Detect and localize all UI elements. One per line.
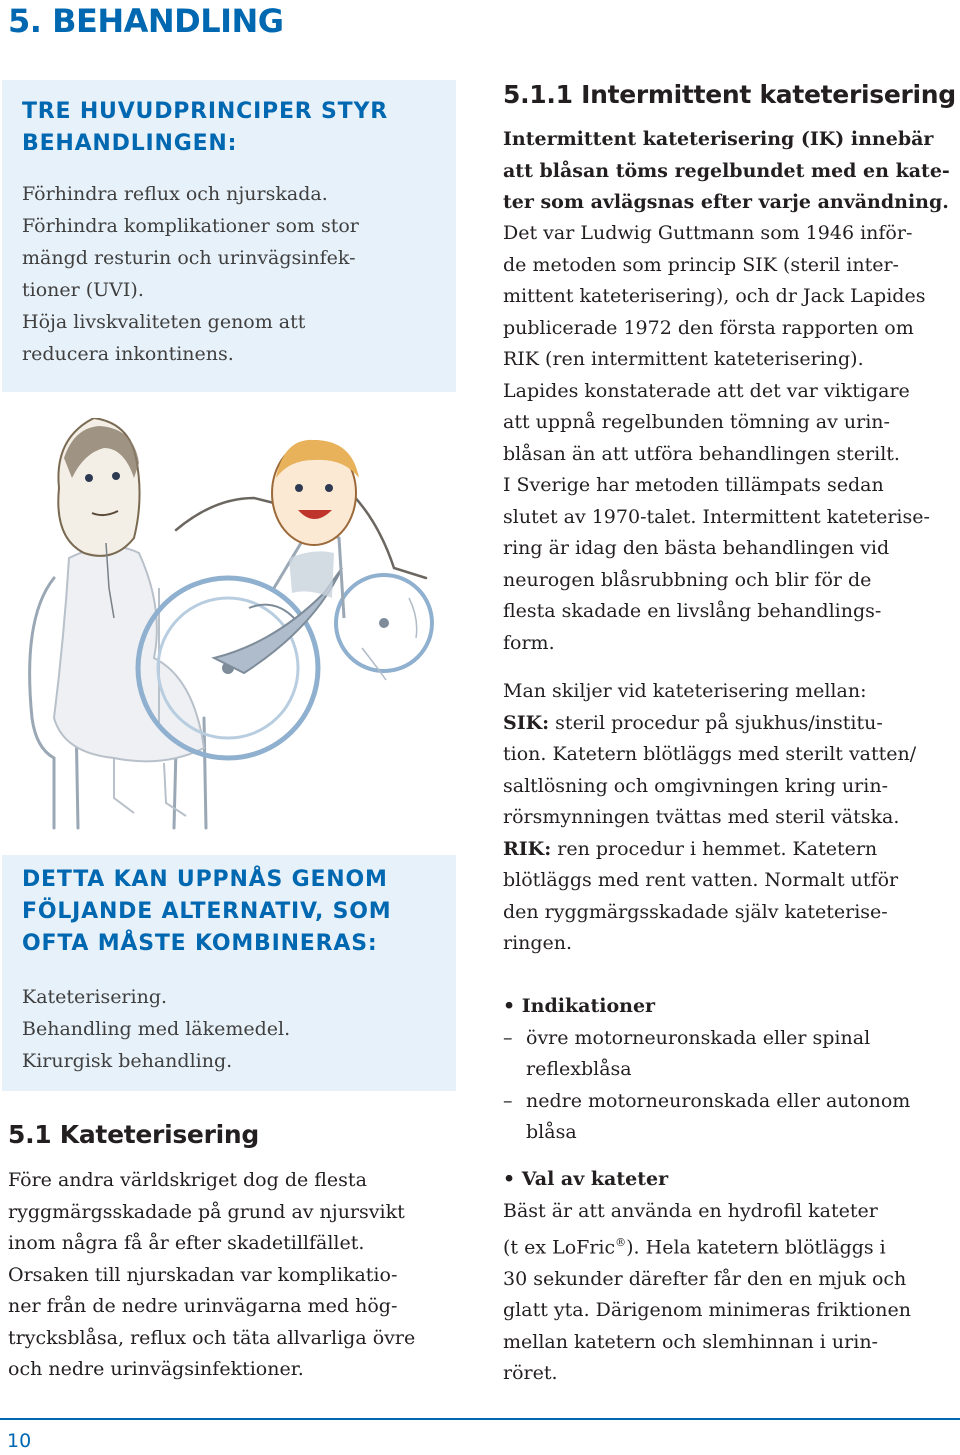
text-line: Intermittent kateterisering (IK) innebär <box>503 128 934 150</box>
text-line: Lapides konstaterade att det var viktigare <box>503 379 910 402</box>
list-item <box>503 1023 959 1086</box>
text-span: reflexblåsa <box>526 1058 632 1080</box>
bullet-title-text: Indikationer <box>521 995 656 1017</box>
list-item: tioner (UVI). <box>22 279 144 301</box>
alternatives-box <box>2 855 456 1091</box>
section-heading-5-1: 5.1 Kateterisering <box>8 1120 259 1149</box>
chapter-title: 5. BEHANDLING <box>8 2 284 40</box>
text-line: ringen. <box>503 932 573 954</box>
page-number: 10 <box>7 1430 32 1452</box>
indications-list <box>503 1023 959 1149</box>
text-line: Före andra världskriget dog de flesta <box>8 1169 367 1191</box>
text-span: steril procedur på sjukhus/institu- <box>549 711 883 734</box>
footer-divider <box>0 1418 960 1420</box>
alternatives-list <box>22 981 436 1077</box>
text-line: 30 sekunder därefter får den en mjuk och <box>503 1267 907 1290</box>
alternatives-box-heading <box>22 855 436 960</box>
catheterization-types <box>503 676 959 960</box>
text-line: Det var Ludwig Guttmann som 1946 inför- <box>503 222 913 244</box>
text-span: (t ex LoFric <box>503 1236 616 1259</box>
text-line: rörsmynningen tvättas med steril vätska. <box>503 806 900 828</box>
text-line: blåsan än att utföra behandlingen sterilt. <box>503 442 900 465</box>
list-item: Behandling med läkemedel. <box>22 1018 291 1040</box>
list-item-text <box>526 1086 910 1149</box>
text-line: trycksblåsa, reflux och täta allvarliga övre <box>8 1326 416 1349</box>
indications-block <box>503 991 959 1149</box>
text-span: blåsa <box>526 1121 577 1143</box>
dash-icon: – <box>503 1026 513 1049</box>
text-line: publicerade 1972 den första rapporten om <box>503 316 914 339</box>
text-line: Man skiljer vid kateterisering mellan: <box>503 680 867 702</box>
section-5-1-1-intro <box>503 124 959 219</box>
principles-box <box>2 80 456 392</box>
list-item-text <box>526 1023 870 1086</box>
list-item: Förhindra komplikationer som stor <box>22 215 359 237</box>
section-heading-5-1-1: 5.1.1 Intermittent kateterisering <box>503 80 956 109</box>
principles-box-heading <box>22 80 436 160</box>
text-line: att uppnå regelbunden tömning av urin- <box>503 411 890 433</box>
text-line: blötläggs med rent vatten. Normalt utför <box>503 869 899 891</box>
text-span: ). Hela katetern blötläggs i <box>626 1236 886 1259</box>
text-line: I Sverige har metoden tillämpats sedan <box>503 474 884 496</box>
text-line: glatt yta. Därigenom minimeras friktionen <box>503 1299 911 1322</box>
section-5-1-body <box>8 1165 458 1386</box>
text-line: att blåsan töms regelbundet med en kate- <box>503 159 950 182</box>
text-line: saltlösning och omgivningen kring urin- <box>503 774 888 797</box>
list-item: Höja livskvaliteten genom att <box>22 311 306 333</box>
heading-line: TRE HUVUDPRINCIPER STYR <box>22 99 388 124</box>
text-line: ner från de nedre urinvägarna med hög- <box>8 1295 398 1317</box>
text-line: mellan katetern och slemhinnan i urin- <box>503 1330 878 1353</box>
heading-line: BEHANDLINGEN: <box>22 131 238 156</box>
text-line: Bäst är att använda en hydrofil kateter <box>503 1199 878 1222</box>
text-line: mittent kateterisering), och dr Jack Lapides <box>503 285 926 307</box>
text-span: nedre motorneuronskada eller autonom <box>526 1089 911 1112</box>
list-item <box>503 1086 959 1149</box>
bullet-icon: • <box>503 1168 516 1190</box>
heading-line: FÖLJANDE ALTERNATIV, SOM <box>22 899 392 924</box>
text-line: form. <box>503 631 555 654</box>
list-item: reducera inkontinens. <box>22 343 234 365</box>
list-item: Kirurgisk behandling. <box>22 1050 233 1072</box>
catheter-choice-title <box>503 1164 959 1196</box>
text-line: slutet av 1970-talet. Intermittent kateterise- <box>503 505 930 528</box>
indications-title <box>503 991 959 1023</box>
list-item: Kateterisering. <box>22 986 168 1008</box>
text-line: RIK (ren intermittent kateterisering). <box>503 348 864 370</box>
list-item: mängd resturin och urinvägsinfek- <box>22 247 356 269</box>
text-line: ryggmärgsskadade på grund av njursvikt <box>8 1200 405 1223</box>
text-line: och nedre urinvägsinfektioner. <box>8 1358 304 1380</box>
text-line: Orsaken till njurskadan var komplikatio- <box>8 1263 398 1286</box>
text-line: neurogen blåsrubbning och blir för de <box>503 568 872 591</box>
bullet-title-text: Val av kateter <box>521 1168 669 1190</box>
sik-definition <box>503 708 959 740</box>
rik-label: RIK: <box>503 837 552 860</box>
registered-mark: ® <box>615 1236 627 1249</box>
text-line: de metoden som princip SIK (steril inter- <box>503 253 899 276</box>
text-span: ren procedur i hemmet. Katetern <box>551 837 878 860</box>
catheter-choice-block <box>503 1164 959 1390</box>
text-line: flesta skadade en livslång behandlings- <box>503 600 882 622</box>
text-line <box>503 1227 959 1264</box>
text-line: den ryggmärgsskadade själv kateterise- <box>503 900 888 923</box>
text-line: tion. Katetern blötläggs med sterilt vatten/ <box>503 743 917 765</box>
heading-line: OFTA MÅSTE KOMBINERAS: <box>22 931 378 956</box>
list-item: Förhindra reflux och njurskada. <box>22 183 328 205</box>
text-line: röret. <box>503 1362 558 1385</box>
section-5-1-1-body <box>503 218 959 659</box>
text-line: ter som avlägsnas efter varje användning. <box>503 191 949 213</box>
sik-label: SIK: <box>503 711 550 734</box>
rik-definition <box>503 834 959 866</box>
dash-icon: – <box>503 1089 513 1112</box>
illustration-wheelchair-drawing <box>14 418 456 834</box>
text-line: ring är idag den bästa behandlingen vid <box>503 537 890 559</box>
text-span: övre motorneuronskada eller spinal <box>526 1026 871 1049</box>
text-line: inom några få år efter skadetillfället. <box>8 1232 365 1254</box>
heading-line: DETTA KAN UPPNÅS GENOM <box>22 867 388 892</box>
bullet-icon: • <box>503 995 516 1017</box>
principles-list <box>22 178 436 370</box>
